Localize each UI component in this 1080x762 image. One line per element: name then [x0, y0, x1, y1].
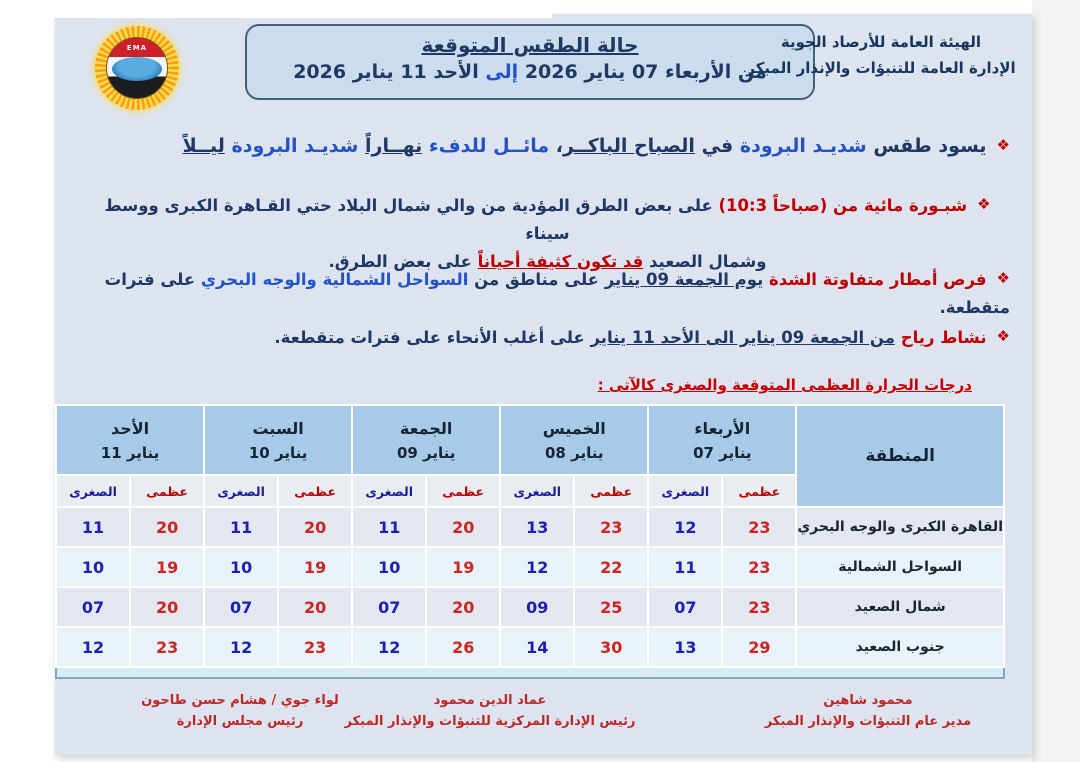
bullet-wind-activity: [85, 324, 1010, 352]
region-cell: القاهرة الكبرى والوجه البحري: [796, 507, 1004, 547]
text-segment: الأحد 11 يناير 2026: [293, 61, 486, 83]
temp-max-cell: 20: [130, 507, 204, 547]
min-column-label: الصغرى: [352, 475, 426, 507]
page-top-margin: [0, 0, 552, 18]
region-column-header: المنطقة: [796, 405, 1004, 507]
temp-max-cell: 25: [574, 587, 648, 627]
region-cell: السواحل الشمالية: [796, 547, 1004, 587]
day-date: 11 يناير: [100, 443, 160, 462]
min-column-label: الصغرى: [204, 475, 278, 507]
text-segment: شبـورة مائية من: [827, 196, 968, 215]
temp-max-cell: 29: [722, 627, 796, 667]
text-segment: يسود طقس: [866, 135, 987, 157]
text-segment: من الأربعاء 07 يناير 2026: [518, 61, 767, 83]
text-segment: السواحل الشمالية والوجه البحري: [200, 270, 469, 289]
temp-max-cell: 23: [722, 547, 796, 587]
signature-title: رئيس مجلس الإدارة: [176, 714, 304, 730]
day-column-header: [648, 405, 796, 475]
temp-min-cell: 10: [352, 547, 426, 587]
bullet-fog-warning: [85, 192, 1010, 276]
day-name: الأحد: [110, 419, 150, 439]
diamond-bullet-icon: ❖: [996, 269, 1010, 287]
page-title: حالة الطقس المتوقعة: [421, 33, 639, 57]
day-column-header: [500, 405, 648, 475]
diamond-bullet-icon: ❖: [996, 136, 1010, 154]
temp-min-cell: 11: [352, 507, 426, 547]
weather-bulletin-document: [55, 14, 1032, 755]
day-name: الجمعة: [399, 419, 453, 439]
temp-max-cell: 26: [426, 627, 500, 667]
temp-max-cell: 20: [278, 507, 352, 547]
text-segment: نهــاراً: [365, 135, 423, 157]
temp-min-cell: 10: [204, 547, 278, 587]
temp-min-cell: 12: [56, 627, 130, 667]
org-department: الإدارة العامة للتنبؤات والإنذار المبكر: [746, 58, 1016, 77]
text-segment: شديـد البرودة: [224, 135, 359, 157]
max-column-label: عظمى: [130, 475, 204, 507]
text-segment: على أغلب الأنحاء على فترات متقطعة.: [274, 328, 591, 347]
day-name: الأربعاء: [694, 419, 751, 439]
day-date: 09 يناير: [396, 443, 456, 462]
min-column-label: الصغرى: [56, 475, 130, 507]
bullet-text: [274, 328, 986, 347]
temp-max-cell: 23: [722, 587, 796, 627]
temp-min-cell: 11: [204, 507, 278, 547]
temp-max-cell: 23: [722, 507, 796, 547]
max-column-label: عظمى: [574, 475, 648, 507]
temperature-table: [55, 404, 1005, 679]
temp-min-cell: 12: [352, 627, 426, 667]
temp-max-cell: 19: [278, 547, 352, 587]
temp-max-cell: 19: [130, 547, 204, 587]
max-column-label: عظمى: [426, 475, 500, 507]
text-segment: قد تكون كثيفة أحياناً: [477, 252, 644, 272]
region-cell: شمال الصعيد: [796, 587, 1004, 627]
max-column-label: عظمى: [278, 475, 352, 507]
bullet-weather-overview: [85, 130, 1010, 162]
bullet-text: [183, 135, 987, 157]
cloud-icon: [112, 57, 162, 81]
org-name: الهيئة العامة للأرصاد الجوية: [780, 33, 982, 51]
max-column-label: عظمى: [722, 475, 796, 507]
text-segment: الصباح الباكــر: [562, 135, 695, 157]
bullet-rain-chances: [85, 266, 1010, 322]
temp-max-cell: 23: [574, 507, 648, 547]
page-right-margin: [1032, 0, 1080, 762]
temp-max-cell: 30: [574, 627, 648, 667]
temp-min-cell: 11: [56, 507, 130, 547]
day-date: 08 يناير: [545, 443, 604, 462]
text-segment: ليــلاً: [182, 135, 225, 157]
table-row: [56, 587, 1004, 627]
table-row: [56, 507, 1004, 547]
temp-min-cell: 12: [648, 507, 722, 547]
text-segment: على فترات متقطعة.: [104, 270, 1010, 318]
spacer-cell: [56, 667, 1004, 678]
diamond-bullet-icon: ❖: [977, 195, 991, 213]
temp-max-cell: 20: [426, 507, 500, 547]
temp-min-cell: 07: [648, 587, 722, 627]
text-segment: ،: [549, 135, 563, 157]
temp-max-cell: 23: [278, 627, 352, 667]
temp-max-cell: 20: [278, 587, 352, 627]
signature-title: رئيس الإدارة المركزية للتنبؤات والإنذار المبكر: [344, 714, 636, 730]
diamond-bullet-icon: ❖: [996, 327, 1010, 345]
temp-min-cell: 07: [352, 587, 426, 627]
text-segment: (10:3 صباحاً): [718, 196, 828, 215]
text-segment: مائــل للدفء: [422, 135, 550, 157]
day-column-header: [56, 405, 204, 475]
temp-min-cell: 13: [648, 627, 722, 667]
text-segment: على بعض الطرق.: [328, 252, 478, 272]
signature-name: عماد الدين محمود: [433, 693, 547, 708]
bullet-text: [105, 270, 1010, 317]
day-name: السبت: [252, 419, 304, 439]
day-column-header: [204, 405, 352, 475]
text-segment: على بعض الطرق المؤدية من والي شمال البلاد حتي القـاهرة الكبرى ووسط سيناء: [104, 196, 719, 244]
temp-min-cell: 12: [500, 547, 574, 587]
text-segment: شديـد البرودة: [739, 135, 867, 157]
temp-max-cell: 19: [426, 547, 500, 587]
day-name: الخميس: [542, 419, 606, 439]
temp-max-cell: 23: [130, 627, 204, 667]
temp-min-cell: 09: [500, 587, 574, 627]
temp-min-cell: 07: [56, 587, 130, 627]
text-segment: فرص أمطار متفاوتة الشدة: [763, 270, 987, 289]
temp-max-cell: 20: [130, 587, 204, 627]
signature-right: [708, 690, 1028, 733]
min-column-label: الصغرى: [648, 475, 722, 507]
title-box: [245, 24, 815, 100]
region-cell: جنوب الصعيد: [796, 627, 1004, 667]
temp-min-cell: 10: [56, 547, 130, 587]
table-spacer-row: [56, 667, 1004, 678]
table-note: درجات الحرارة العظمى المتوقعة والصغرى كالآتى :: [597, 376, 972, 394]
ema-logo: [95, 26, 179, 110]
signature-name: محمود شاهين: [823, 693, 913, 708]
logo-text: EMA: [126, 44, 148, 52]
table-row: [56, 627, 1004, 667]
temp-max-cell: 22: [574, 547, 648, 587]
temp-max-cell: 20: [426, 587, 500, 627]
signature-name: لواء جوي / هشام حسن طاحون: [141, 693, 339, 708]
text-segment: على مناطق من: [468, 270, 605, 289]
date-range: [247, 61, 813, 83]
text-segment: في: [694, 135, 740, 157]
table-row: [56, 547, 1004, 587]
text-segment: من الجمعة 09 يناير الى الأحد 11 يناير: [590, 328, 895, 347]
text-segment: وشمال الصعيد: [643, 252, 767, 272]
bullet-text: [104, 196, 967, 271]
temp-min-cell: 07: [204, 587, 278, 627]
temp-min-cell: 13: [500, 507, 574, 547]
signature-title: مدير عام التنبؤات والإنذار المبكر: [764, 714, 972, 730]
text-segment: إلى: [485, 61, 519, 83]
signature-left: [75, 690, 405, 733]
day-date: 07 يناير: [693, 443, 752, 462]
temp-min-cell: 11: [648, 547, 722, 587]
text-segment: يوم الجمعة 09 يناير: [604, 270, 764, 289]
text-segment: نشاط رياح: [894, 328, 987, 347]
min-column-label: الصغرى: [500, 475, 574, 507]
temp-min-cell: 14: [500, 627, 574, 667]
day-date: 10 يناير: [248, 443, 308, 462]
temp-min-cell: 12: [204, 627, 278, 667]
flag-globe-icon: [106, 37, 168, 99]
org-header: [740, 30, 1022, 81]
day-column-header: [352, 405, 500, 475]
